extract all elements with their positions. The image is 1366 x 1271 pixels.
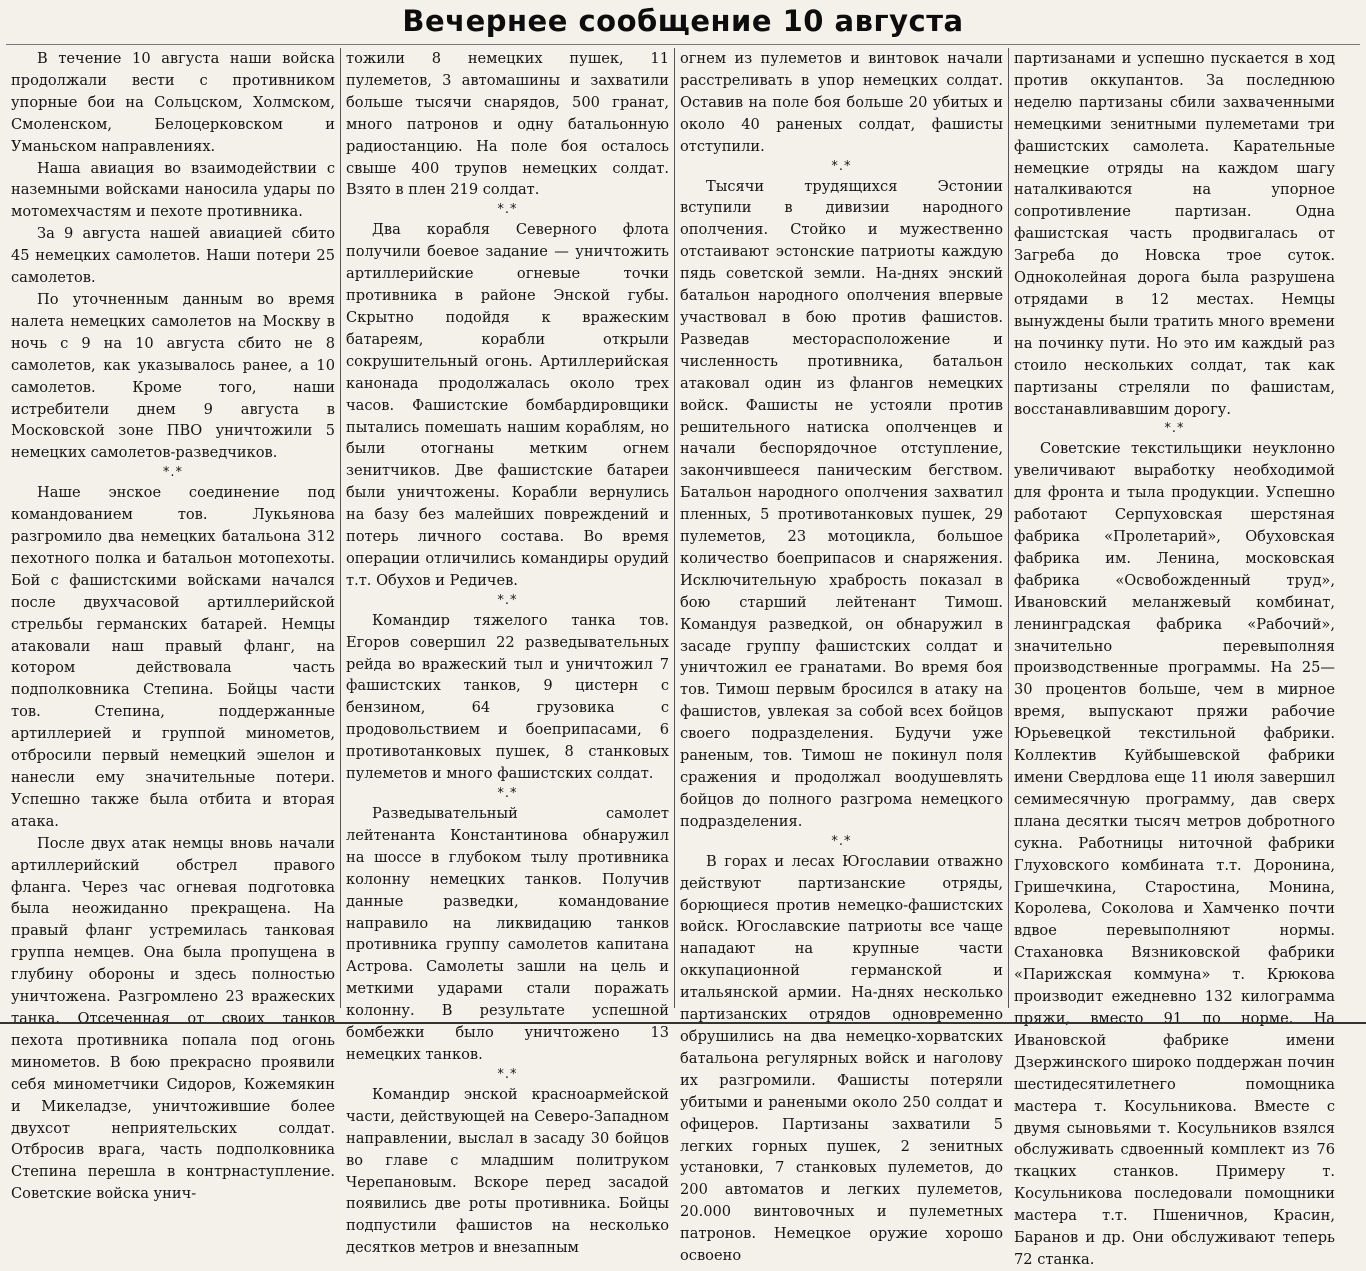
article-paragraph: После двух атак немцы вновь начали артиллерийский обстрел правого фланга. Через час огневая подготовка была неожиданно прекращена. На правый фланг устремилась танковая группа немцев. Она была пропущена в глубину обороны и здесь полностью уничтожена. Разгромлено 23 вражеских танка. Отсеченная от своих танков пехота противника попала под огонь минометов. В бою прекрасно проявили себя минометчики Сидоров, Кожемякин и Микеладзе, уничтожившие более двухсот неприятельских солдат. Отбросив врага, часть подполковника Степина перешла в контрнаступление. Советские войска унич-	[11, 834, 335, 1203]
section-separator: *.*	[1164, 421, 1185, 437]
article-paragraph: Разведывательный самолет лейтенанта Константинова обнаружил на шоссе в глубоком тылу противника колонну немецких танков. Получив данные разведки, командование направило на ликвидацию танков противника группу самолетов капитана Астрова. Самолеты зашли на цель и меткими ударами стали поражать колонну. В результате успешной бомбежки было уничтожено 13 немецких танков.	[346, 805, 669, 1063]
column-3	[675, 48, 1009, 1265]
article-paragraph: Тысячи трудящихся Эстонии вступили в дивизии народного ополчения. Стойко и мужественно отстаивают эстонские патриоты каждую пядь советской земли. На-днях энский батальон народного ополчения впервые участвовал в бою против фашистов. Разведав месторасположение и численность противника, батальон атаковал один из флангов немецких войск. Фашисты не устояли против решительного натиска ополченцев и начали беспорядочное отступление, закончившееся паническим бегством. Батальон народного ополчения захватил пленных, 5 противотанковых пушек, 29 пулеметов, 23 мотоцикла, большое количество боеприпасов и снаряжения. Исключительную храбрость показал в бою старший лейтенант Тимош. Командуя разведкой, он обнаружил в засаде группу фашистских солдат и уничтожил ее гранатами. Во время боя тов. Тимош первым бросился в атаку на фашистов, увлекая за собой всех бойцов своего подразделения. Будучи уже раненым, тов. Тимош не покинул поля сражения и продолжал воодушевлять бойцов до полного разгрома немецкого подразделения.	[680, 177, 1003, 830]
section-separator: *.*	[162, 465, 184, 481]
article-columns	[6, 48, 1340, 1268]
article-paragraph: В горах и лесах Югославии отважно действуют партизанские отряды, борющиеся против немецко-фашистских войск. Югославские патриоты все чаще нападают на крупные части оккупационной германской и итальянской армии. На-днях несколько партизанских отрядов одновременно обрушились на два немецко-хорватских батальона регулярных войск и наголову их разгромили. Фашисты потеряли убитыми и ранеными около 250 солдат и офицеров. Партизаны захватили 5 легких горных пушек, 2 зенитных установки, 7 станковых пулеметов, до 200 автоматов и легких пулеметов, 20.000 винтовочных и пулеметных патронов. Немецкое оружие хорошо освоено	[680, 852, 1003, 1265]
column-4	[1009, 48, 1340, 1268]
column-2	[341, 48, 675, 1257]
article-paragraph: Два корабля Северного флота получили боевое задание — уничтожить артиллерийские огневые точки противника в районе Энской губы. Скрытно подойдя к вражеским батареям, корабли открыли сокрушительный огонь. Артиллерийская канонада продолжалась около трех часов. Фашистские бомбардировщики пытались помешать нашим кораблям, но были отогнаны метким огнем зенитчиков. Две фашистские батареи были уничтожены. Корабли вернулись на базу без малейших повреждений и потерь личного состава. Во время операции отличились командиры орудий т.т. Обухов и Редичев.	[346, 221, 669, 589]
article-paragraph: За 9 августа нашей авиацией сбито 45 немецких самолетов. Наши потери 25 самолетов.	[11, 225, 335, 287]
continued-paragraph: тожили 8 немецких пушек, 11 пулеметов, 3 автомашины и захватили больше тысячи снарядов, 500 гранат, много патронов и одну батальонную радиостанцию. На поле боя осталось свыше 400 трупов немецких солдат. Взято в плен 219 солдат.	[346, 50, 669, 199]
title-rule	[6, 44, 1360, 45]
article-paragraph: Наша авиация во взаимодействии с наземными войсками наносила удары по мотомехчастям и пехоте противника.	[11, 159, 335, 221]
section-separator: *.*	[497, 592, 518, 608]
section-separator: *.*	[497, 1066, 518, 1082]
article-paragraph: Командир тяжелого танка тов. Егоров совершил 22 разведывательных рейда во вражеский тыл и уничтожил 7 фашистских танков, 9 цистерн с бензином, 64 грузовика с продовольствием и боеприпасами, 6 противотанковых пушек, 8 станковых пулеметов и много фашистских солдат.	[346, 611, 669, 783]
section-separator: *.*	[497, 202, 518, 218]
article-paragraph: Командир энской красноармейской части, действующей на Северо-Западном направлении, выслал в засаду 30 бойцов во главе с младшим политруком Черепановым. Вскоре перед засадой появились две роты противника. Бойцы подпустили фашистов на несколько десятков метров и внезапным	[346, 1085, 669, 1257]
section-separator: *.*	[497, 786, 518, 801]
page-title: Вечернее сообщение 10 августа	[402, 4, 964, 38]
article-paragraph: Советские текстильщики неуклонно увеличивают выработку необходимой для фронта и тыла продукции. Успешно работают Серпуховская шерстяная фабрика «Пролетарий», Обуховская фабрика им. Ленина, московская фабрика «Освобожденный труд», Ивановский меланжевый комбинат, ленинградская фабрика «Рабочий», значительно перевыполняя производственные программы. На 25—30 процентов больше, чем в мирное время, выпускают пряжи рабочие Юрьевецкой текстильной фабрики. Коллектив Куйбышевской фабрики имени Свердлова еще 11 июля завершил семимесячную программу, дав сверх плана десятки тысяч метров добротного сукна. Работницы ниточной фабрики Глуховского комбината т.т. Доронина, Гришечкина, Старостина, Монина, Королева, Соколова и Хамченко почти вдвое перевыполняют нормы. Стахановка Вязниковской фабрики «Парижская коммуна» т. Крюкова производит ежедневно 132 килограмма пряжи, вместо 91 по норме. На Ивановской фабрике имени Дзержинского широко поддержан почин шестидесятилетнего помощника мастера т. Косульникова. Вместе с двумя сыновьями т. Косульников взялся обслуживать сдвоенный комплект из 76 ткацких станков. Примеру т. Косульникова последовали помощники мастера т.т. Пшеничнов, Красин, Баранов и др. Они обслуживают теперь 72 станка.	[1014, 440, 1335, 1268]
bottom-rule	[0, 1022, 1366, 1024]
section-separator: *.*	[831, 158, 852, 174]
article-paragraph: Наше энское соединение под командованием тов. Лукьянова разгромило два немецких батальона 312 пехотного полка и батальон мотопехоты. Бой с фашистскими войсками начался после двухчасовой артиллерийской стрельбы германских батарей. Немцы атаковали наш правый фланг, на котором действовала часть подполковника Степина. Бойцы части тов. Степина, поддержанные артиллерией и группой минометов, отбросили первый немецкий эшелон и нанесли ему значительные потери. Успешно также была отбита и вторая атака.	[11, 484, 335, 830]
continued-paragraph: партизанами и успешно пускается в ход против оккупантов. За последнюю неделю партизаны сбили захваченными немецкими зенитными пулеметами три фашистских самолета. Карательные немецкие отряды на каждом шагу наталкиваются на упорное сопротивление партизан. Одна фашистская часть продвигалась от Загреба до Новска трое суток. Одноколейная дорога была разрушена отрядами в 12 местах. Немцы вынуждены были тратить много времени на починку пути. Но это им каждый раз стоило нескольких солдат, так как партизаны стреляли по фашистам, восстанавливавшим дорогу.	[1014, 50, 1335, 418]
column-1	[6, 48, 341, 1203]
section-separator: *.*	[831, 833, 852, 849]
article-paragraph: По уточненным данным во время налета немецких самолетов на Москву в ночь с 9 на 10 августа сбито не 8 самолетов, как указывалось ранее, а 10 самолетов. Кроме того, наши истребители днем 9 августа в Московской зоне ПВО уничтожили 5 немецких самолетов-разведчиков.	[11, 290, 335, 462]
article-paragraph: В течение 10 августа наши войска продолжали вести с противником упорные бои на Сольцском, Холмском, Смоленском, Белоцерковском и Уманьском направлениях.	[11, 50, 335, 155]
continued-paragraph: огнем из пулеметов и винтовок начали расстреливать в упор немецких солдат. Оставив на поле боя больше 20 убитых и около 40 раненых солдат, фашисты отступили.	[680, 50, 1003, 155]
